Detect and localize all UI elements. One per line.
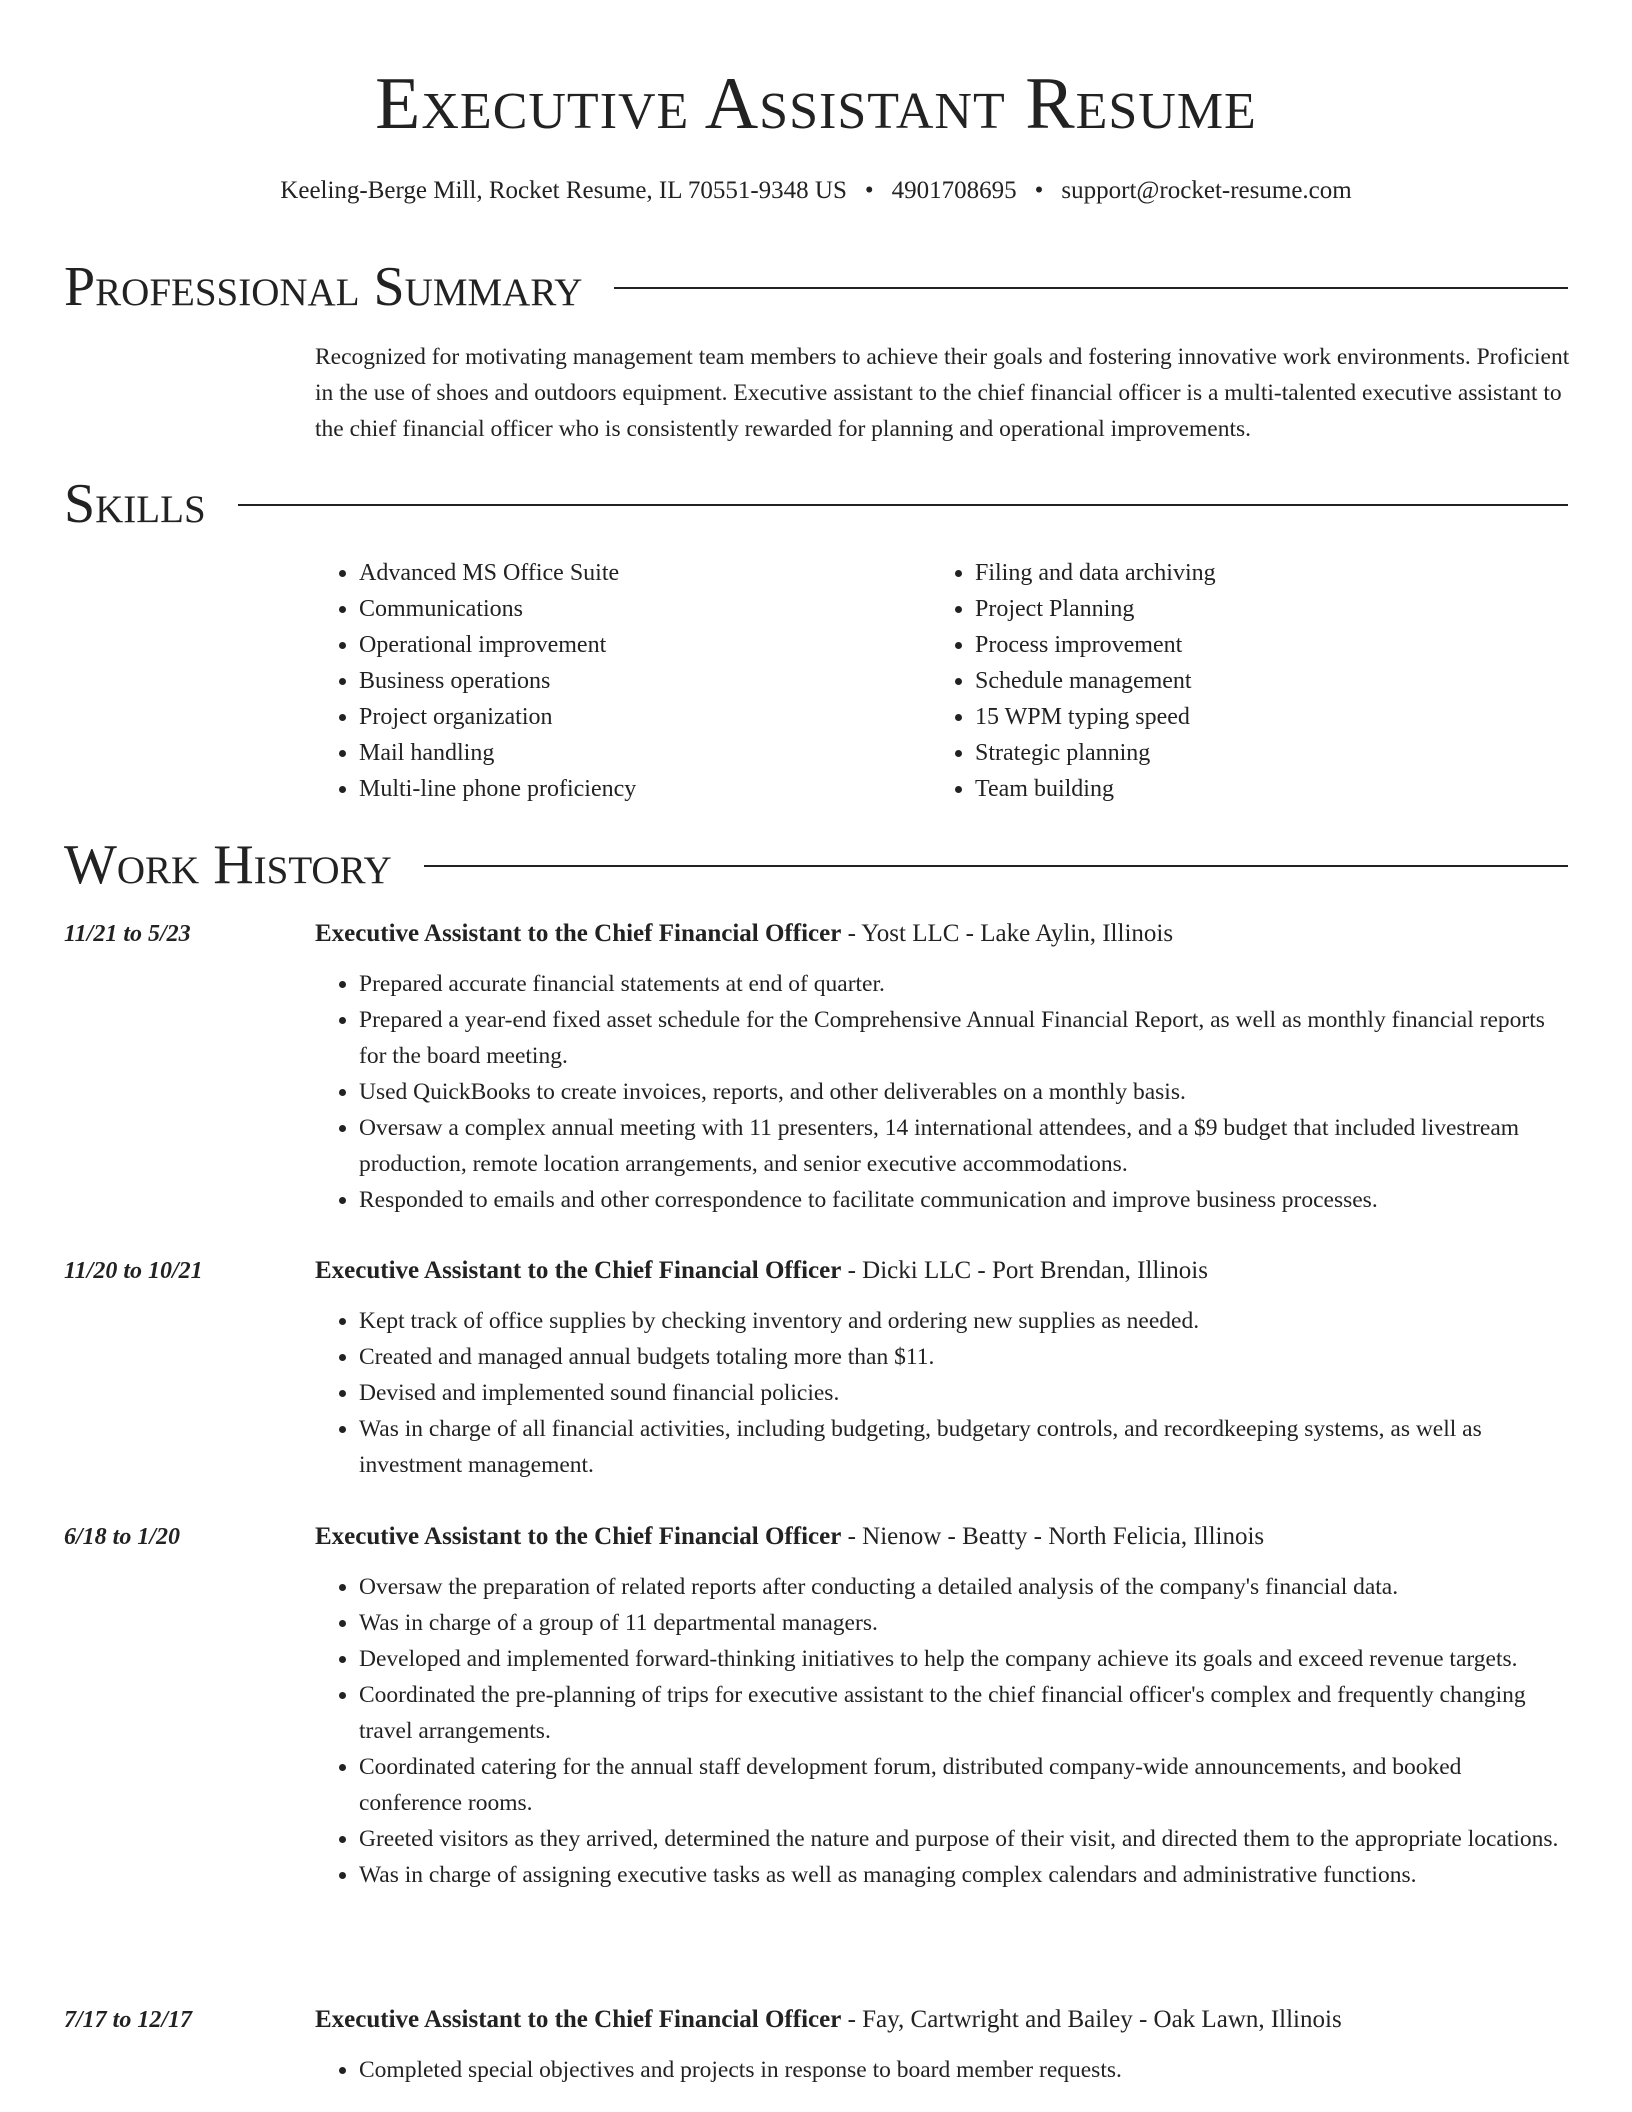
job-bullet: • Oversaw a complex annual meeting with 11 presenters, 14 international attendees, and a $9 budget that included livestream production, remote location arrangements, and senior executive accommodations. bbox=[359, 1110, 1568, 1182]
skill-item: • 15 WPM typing speed bbox=[975, 699, 1547, 735]
job-dates: 7/17 to 12/17 bbox=[64, 2007, 193, 2033]
work-heading: Work History bbox=[64, 834, 392, 896]
job-employer: - Fay, Cartwright and Bailey - Oak Lawn, Illinois bbox=[841, 2006, 1342, 2033]
summary-text: Recognized for motivating management team members to achieve their goals and fostering innovative work environments. Proficient in the use of shoes and outdoors equipment. Executive assistant to the chief financial officer is a multi-talented executive assistant to the chief financial officer who is consistently rewarded for planning and operational improvements. bbox=[315, 344, 1570, 442]
skills-heading-row bbox=[64, 474, 1568, 534]
skill-item: • Business operations bbox=[359, 663, 931, 699]
job-bullet: • Greeted visitors as they arrived, determined the nature and purpose of their visit, and directed them to the appropriate locations. bbox=[359, 1821, 1568, 1857]
job-dates: 11/20 to 10/21 bbox=[64, 1258, 203, 1284]
job-bullet: • Was in charge of a group of 11 departmental managers. bbox=[359, 1605, 1568, 1641]
job-bullet: • Oversaw the preparation of related reports after conducting a detailed analysis of the company's financial data. bbox=[359, 1569, 1568, 1605]
contact-address: Keeling-Berge Mill, Rocket Resume, IL 70551-9348 US bbox=[280, 177, 847, 204]
job-bullet: • Created and managed annual budgets totaling more than $11. bbox=[359, 1339, 1568, 1375]
job-title: Executive Assistant to the Chief Financial Officer bbox=[315, 920, 842, 947]
contact-email: support@rocket-resume.com bbox=[1061, 177, 1352, 204]
job-heading bbox=[315, 1253, 1208, 1289]
skill-item: • Team building bbox=[975, 771, 1547, 807]
job-bullet: • Coordinated the pre-planning of trips for executive assistant to the chief financial officer's complex and frequently changing travel arrangements. bbox=[359, 1677, 1568, 1749]
job-bullet: • Coordinated catering for the annual staff development forum, distributed company-wide announcements, and booked conference rooms. bbox=[359, 1749, 1568, 1821]
job-bullet: • Developed and implemented forward-thinking initiatives to help the company achieve its goals and exceed revenue targets. bbox=[359, 1641, 1568, 1677]
contact-phone: 4901708695 bbox=[891, 177, 1017, 204]
job-bullet: • Prepared accurate financial statements at end of quarter. bbox=[359, 966, 1568, 1002]
skill-item: • Schedule management bbox=[975, 663, 1547, 699]
summary-heading-row bbox=[64, 257, 1568, 317]
summary-heading: Professional Summary bbox=[64, 256, 583, 318]
resume-title: Executive Assistant Resume bbox=[375, 63, 1257, 145]
skill-item: • Mail handling bbox=[359, 735, 931, 771]
skill-item: • Communications bbox=[359, 591, 931, 627]
contact-separator: • bbox=[1034, 177, 1044, 204]
contact-separator: • bbox=[864, 177, 874, 204]
job-bullet: • Was in charge of assigning executive tasks as well as managing complex calendars and administrative functions. bbox=[359, 1857, 1568, 1893]
job-heading bbox=[315, 916, 1173, 952]
job-bullets bbox=[315, 2052, 1568, 2088]
job-title: Executive Assistant to the Chief Financial Officer bbox=[315, 1257, 842, 1284]
skills-list-left bbox=[315, 555, 931, 807]
job-bullet: • Kept track of office supplies by checking inventory and ordering new supplies as needed. bbox=[359, 1303, 1568, 1339]
skill-item: • Project Planning bbox=[975, 591, 1547, 627]
job-bullet: • Devised and implemented sound financial policies. bbox=[359, 1375, 1568, 1411]
job-bullet: • Responded to emails and other correspondence to facilitate communication and improve business processes. bbox=[359, 1182, 1568, 1218]
job-bullet: • Was in charge of all financial activities, including budgeting, budgetary controls, and recordkeeping systems, as well as investment management. bbox=[359, 1411, 1568, 1483]
section-divider bbox=[424, 865, 1568, 867]
skill-item: • Filing and data archiving bbox=[975, 555, 1547, 591]
skill-item: • Operational improvement bbox=[359, 627, 931, 663]
skills-list-right bbox=[931, 555, 1547, 807]
job-heading bbox=[315, 2002, 1342, 2038]
skill-item: • Process improvement bbox=[975, 627, 1547, 663]
job-bullets bbox=[315, 966, 1568, 1218]
skill-item: • Strategic planning bbox=[975, 735, 1547, 771]
job-dates: 11/21 to 5/23 bbox=[64, 921, 191, 947]
skill-item: • Project organization bbox=[359, 699, 931, 735]
job-title: Executive Assistant to the Chief Financial Officer bbox=[315, 2006, 842, 2033]
job-bullet: • Used QuickBooks to create invoices, reports, and other deliverables on a monthly basis. bbox=[359, 1074, 1568, 1110]
skills-heading: Skills bbox=[64, 473, 206, 535]
job-bullets bbox=[315, 1303, 1568, 1483]
job-title: Executive Assistant to the Chief Financial Officer bbox=[315, 1523, 842, 1550]
section-divider bbox=[614, 287, 1568, 289]
job-bullet: • Completed special objectives and projects in response to board member requests. bbox=[359, 2052, 1568, 2088]
job-bullets bbox=[315, 1569, 1568, 1893]
contact-line bbox=[0, 175, 1632, 207]
job-employer: - Yost LLC - Lake Aylin, Illinois bbox=[841, 920, 1174, 947]
skill-item: • Multi-line phone proficiency bbox=[359, 771, 931, 807]
work-heading-row bbox=[64, 835, 1568, 895]
job-employer: - Nienow - Beatty - North Felicia, Illinois bbox=[841, 1523, 1265, 1550]
job-employer: - Dicki LLC - Port Brendan, Illinois bbox=[841, 1257, 1208, 1284]
skills-columns bbox=[315, 555, 1575, 807]
section-divider bbox=[238, 504, 1568, 506]
job-dates: 6/18 to 1/20 bbox=[64, 1524, 181, 1550]
skill-item: • Advanced MS Office Suite bbox=[359, 555, 931, 591]
job-heading bbox=[315, 1519, 1264, 1555]
job-bullet: • Prepared a year-end fixed asset schedule for the Comprehensive Annual Financial Report, as well as monthly financial reports for the board meeting. bbox=[359, 1002, 1568, 1074]
